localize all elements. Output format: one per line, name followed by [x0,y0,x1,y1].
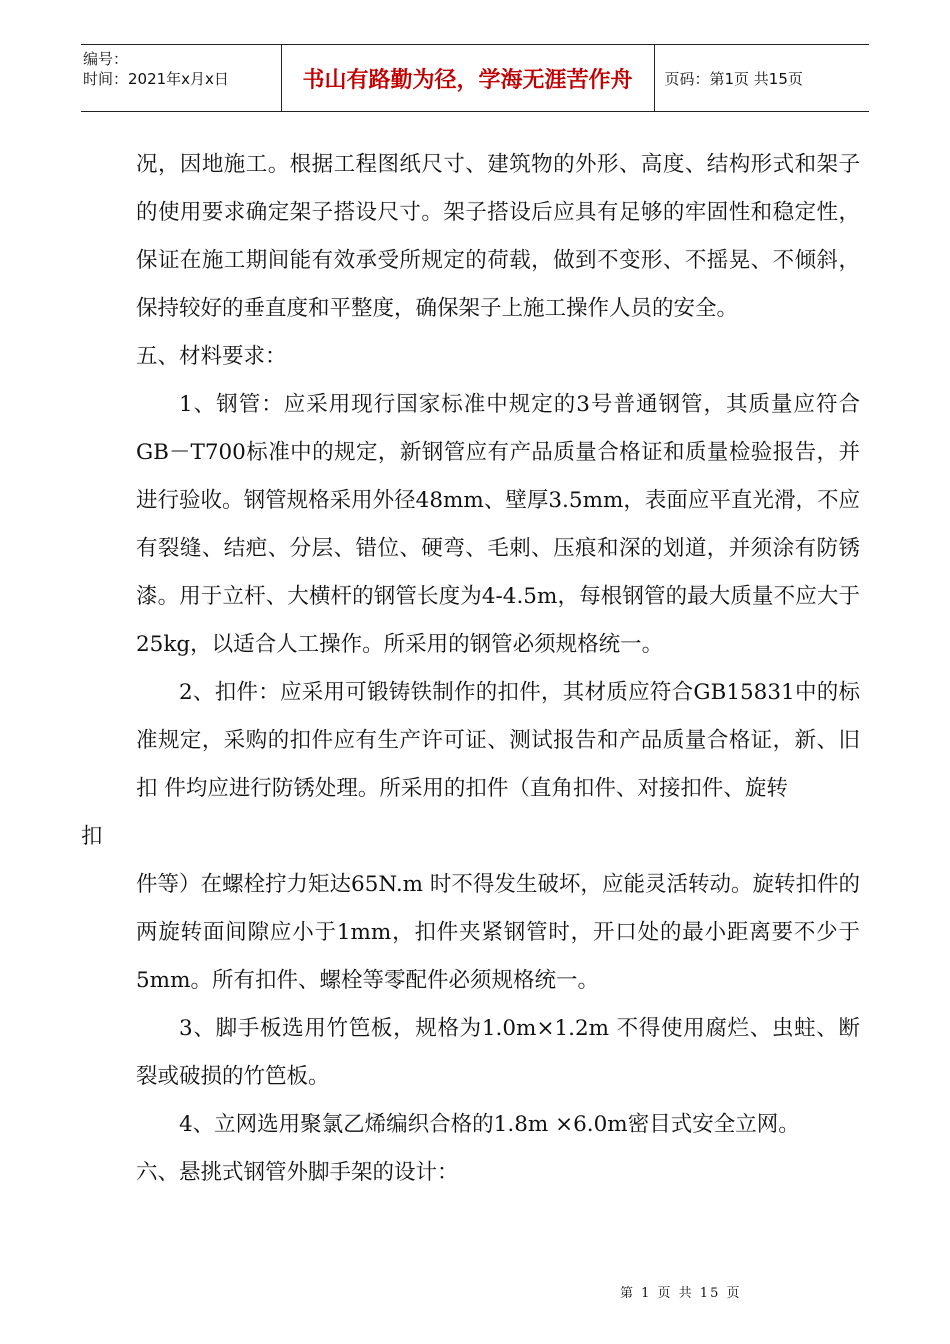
serial-label: 编号： [83,50,129,68]
section-heading-6: 六、悬挑式钢管外脚手架的设计： [136,1160,459,1185]
section-heading-5: 五、材料要求： [136,344,287,369]
paragraph-fastener-cont: 件等）在螺栓拧力矩达65N.m 时不得发生破坏，应能灵活转动。旋转扣件的 两旋转面间隙应小于1mm，扣件夹紧钢管时，开口处的最小距离要不少于5mm。所有扣件、螺栓等零配件必须规格统一。 [136,872,860,993]
header-meta-cell [81,45,281,112]
paragraph: 况，因地施工。根据工程图纸尺寸、建筑物的外形、高度、结构形式和架子的使用要求确定架子搭设尺寸。架子搭设后应具有足够的牢固性和稳定性，保证在施工期间能有效承受所规定的荷载，做到不变形、不摇晃、不倾斜，保持较好的垂直度和平整度，确保架子上施工操作人员的安全。 [136,152,860,321]
paragraph-fragment: 扣 [81,824,103,849]
paragraph-safety-net: 4、立网选用聚氯乙烯编织合格的1.8m ×6.0m密目式安全立网。 [179,1112,800,1137]
time-label: 时间：2021年x月x日 [83,70,229,88]
header-motto: 书山有路勤为径，学海无涯苦作舟 [281,45,654,112]
header-page-info: 页码：第1页 共15页 [654,45,869,112]
document-body [81,141,860,1197]
page-footer: 第 1 页 共 15 页 [620,1286,742,1301]
paragraph-scaffold-board: 3、脚手板选用竹笆板，规格为1.0m×1.2m 不得使用腐烂、虫蛀、断裂或破损的竹笆板。 [136,1016,860,1089]
header-table [81,44,869,112]
paragraph-steel-pipe: 1、钢管：应采用现行国家标准中规定的3号普通钢管，其质量应符合GB－T700标准中的规定，新钢管应有产品质量合格证和质量检验报告，并进行验收。钢管规格采用外径48mm、壁厚3.5mm，表面应平直光滑，不应有裂缝、结疤、分层、错位、硬弯、毛刺、压痕和深的划道，并须涂有防锈漆。用于立杆、大横杆的钢管长度为4-4.5m，每根钢管的最大质量不应大于25kg，以适合人工操作。所采用的钢管必须规格统一。 [136,392,860,657]
paragraph-fastener: 2、扣件：应采用可锻铸铁制作的扣件，其材质应符合GB15831中的标准规定，采购的扣件应有生产许可证、测试报告和产品质量合格证，新、旧扣 件均应进行防锈处理。所采用的扣件（直角扣件、对接扣件、旋转 [136,680,860,801]
